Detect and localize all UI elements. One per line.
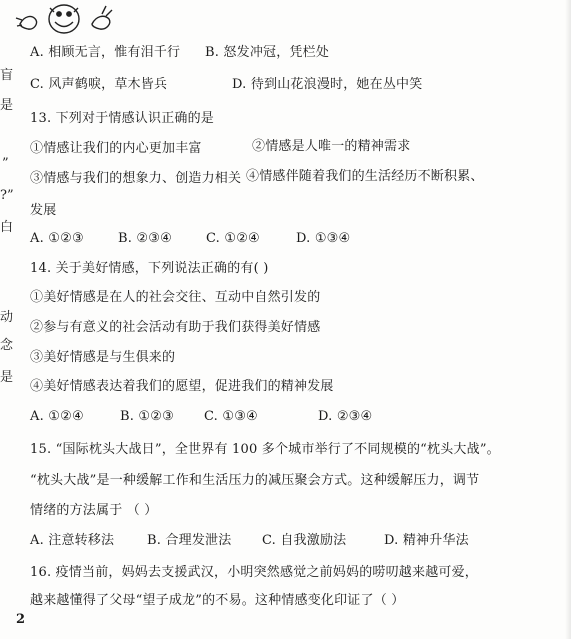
- q12-option-b: B. 怒发冲冠，凭栏处: [205, 45, 330, 60]
- q14-option-d: D. ②③④: [318, 409, 373, 424]
- q16-line-2: 越来越懂得了父母“望子成龙”的不易。这种情感变化印证了（ ）: [30, 593, 405, 608]
- q15-option-a: A. 注意转移法: [30, 533, 115, 548]
- q13-stem: 13. 下列对于情感认识正确的是: [30, 111, 215, 126]
- q14-stem: 14. 关于美好情感，下列说法正确的有( ): [30, 261, 269, 276]
- q13-option-a: A. ①②③: [30, 231, 84, 246]
- margin-char: 白: [0, 220, 14, 235]
- q13-option-b: B. ②③④: [118, 231, 172, 246]
- margin-char: 动: [0, 310, 14, 325]
- margin-char: ?”: [0, 188, 14, 203]
- margin-char: ”: [2, 156, 9, 171]
- page-number: 2: [16, 612, 26, 627]
- q15-line-3: 情绪的方法属于 （ ）: [30, 503, 158, 518]
- q15-option-b: B. 合理发泄法: [147, 533, 232, 548]
- q14-item-4: ④美好情感表达着我们的愿望，促进我们的精神发展: [30, 379, 334, 394]
- q14-option-c: C. ①③④: [204, 409, 258, 424]
- q15-option-c: C. 自我激励法: [262, 533, 347, 548]
- q13-item-3: ③情感与我们的想象力、创造力相关: [30, 171, 242, 186]
- margin-char: 念: [0, 338, 14, 353]
- q13-item-2: ②情感是人唯一的精神需求: [252, 139, 411, 154]
- q13-item-1: ①情感让我们的内心更加丰富: [30, 141, 202, 156]
- smiley-doodle-icon: [14, 2, 114, 36]
- q14-option-a: A. ①②④: [30, 409, 84, 424]
- scan-edge-shadow: [565, 0, 571, 639]
- margin-char: 盲: [0, 68, 14, 83]
- q12-option-d: D. 待到山花浪漫时，她在丛中笑: [232, 77, 423, 92]
- q13-option-d: D. ①③④: [296, 231, 351, 246]
- q15-line-2: “枕头大战”是一种缓解工作和生活压力的减压聚会方式。这种缓解压力，调节: [30, 473, 480, 488]
- margin-char: 是: [0, 98, 14, 113]
- q15-line-1: 15. “国际枕头大战日”，全世界有 100 多个城市举行了不同规模的“枕头大战”。: [30, 442, 500, 457]
- q14-option-b: B. ①②③: [120, 409, 174, 424]
- q12-option-a: A. 相顾无言，惟有泪千行: [30, 45, 181, 60]
- q14-item-3: ③美好情感是与生俱来的: [30, 350, 176, 365]
- q12-option-c: C. 风声鹤唳，草木皆兵: [30, 77, 168, 92]
- q14-item-1: ①美好情感是在人的社会交往、互动中自然引发的: [30, 290, 321, 305]
- q13-option-c: C. ①②④: [206, 231, 260, 246]
- q13-item-4: ④情感伴随着我们的生活经历不断积累、: [246, 169, 484, 184]
- margin-char: 是: [0, 370, 14, 385]
- q16-line-1: 16. 疫情当前，妈妈去支援武汉，小明突然感觉之前妈妈的唠叨越来越可爱，: [30, 565, 479, 580]
- q15-option-d: D. 精神升华法: [384, 533, 469, 548]
- q14-item-2: ②参与有意义的社会活动有助于我们获得美好情感: [30, 320, 321, 335]
- q13-item-4-cont: 发展: [30, 203, 57, 218]
